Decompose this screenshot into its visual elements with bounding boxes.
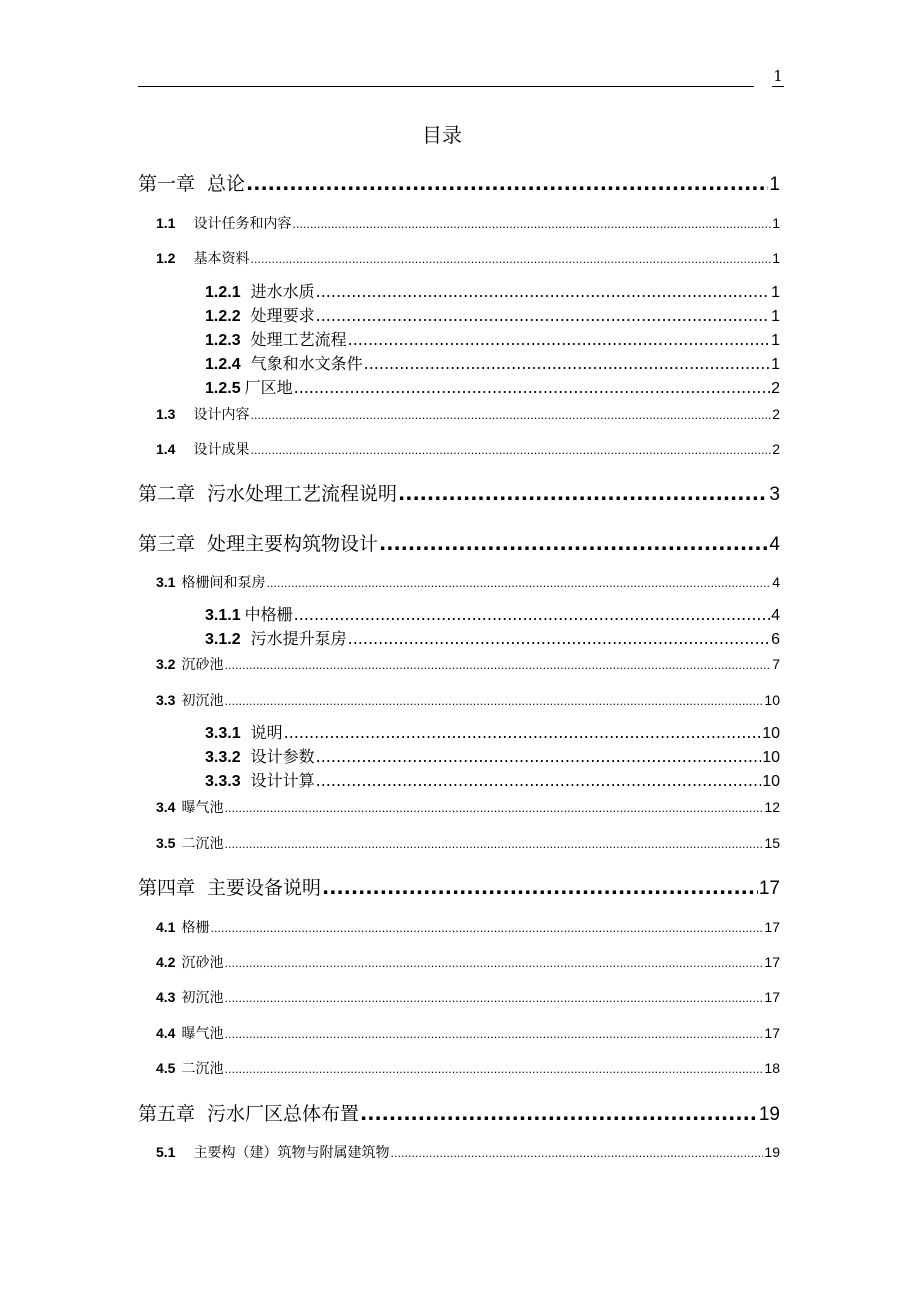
toc-entry-3-5[interactable] <box>156 833 780 855</box>
toc-entry-text: 二沉池 <box>181 836 224 852</box>
toc-entry-number: 3.4 <box>156 799 176 815</box>
toc-entry-page: 6 <box>771 631 780 648</box>
toc-entry-number: 5.1 <box>156 1144 176 1160</box>
toc-entry-page: 17 <box>764 919 780 935</box>
toc-entry-page: 17 <box>758 878 780 899</box>
toc-entry-text: 污水处理工艺流程说明 <box>207 483 398 505</box>
toc-entry-text: 基本资料 <box>193 251 250 267</box>
toc-entry-page: 4 <box>772 574 780 590</box>
toc-entry-4-4[interactable] <box>156 1023 780 1045</box>
toc-entry-1-2[interactable] <box>156 248 780 270</box>
toc-entry-number: 3.5 <box>156 835 176 851</box>
toc-entry-page: 1 <box>769 174 780 195</box>
toc-entry-4-2[interactable] <box>156 952 780 974</box>
toc-leader-dots <box>246 172 768 196</box>
toc-entry-page: 17 <box>764 1025 780 1041</box>
toc-entry-1-2-2[interactable] <box>205 305 780 328</box>
toc-entry-3-3-1[interactable] <box>205 722 780 745</box>
toc-entry-text: 格栅 <box>181 920 210 936</box>
toc-entry-page: 1 <box>771 332 780 349</box>
toc-entry-page: 10 <box>762 773 780 790</box>
toc-entry-number: 4.3 <box>156 989 176 1005</box>
toc-entry-page: 7 <box>772 656 780 672</box>
toc-entry-number: 4.5 <box>156 1060 176 1076</box>
toc-entry-number: 第三章 <box>138 533 196 555</box>
toc-entry-3-1-2[interactable] <box>205 628 780 651</box>
toc-entry-page: 10 <box>762 725 780 742</box>
toc-leader-dots <box>294 604 770 626</box>
toc-leader-dots <box>316 746 762 768</box>
toc-entry-5-1[interactable] <box>156 1142 780 1164</box>
toc-entry-number: 4.4 <box>156 1025 176 1041</box>
toc-entry-text: 污水提升泵房 <box>250 629 347 648</box>
toc-entry-1-3[interactable] <box>156 404 780 426</box>
toc-entry-text: 曝气池 <box>181 800 224 816</box>
toc-entry-4-1[interactable] <box>156 917 780 939</box>
toc-entry-page: 2 <box>772 441 780 457</box>
toc-leader-dots <box>266 573 771 594</box>
toc-entry-page: 4 <box>769 534 780 555</box>
toc-entry-page: 4 <box>771 607 780 624</box>
toc-leader-dots <box>348 628 770 650</box>
toc-entry-page: 1 <box>771 308 780 325</box>
toc-entry-3-3-2[interactable] <box>205 746 780 769</box>
toc-entry-text: 曝气池 <box>181 1026 224 1042</box>
toc-leader-dots <box>224 988 763 1009</box>
toc-entry-text: 处理工艺流程 <box>250 330 347 349</box>
toc-leader-dots <box>224 953 763 974</box>
toc-entry-page: 19 <box>758 1104 780 1125</box>
header-rule <box>138 86 754 87</box>
toc-entry-chapter-5[interactable] <box>138 1102 780 1127</box>
toc-entry-page: 17 <box>764 989 780 1005</box>
toc-entry-page: 1 <box>772 215 780 231</box>
toc-entry-text: 设计成果 <box>193 442 250 458</box>
toc-entry-3-1-1[interactable] <box>205 604 780 627</box>
toc-entry-number: 3.2 <box>156 656 176 672</box>
toc-entry-number: 4.1 <box>156 919 176 935</box>
toc-entry-text: 沉砂池 <box>181 657 224 673</box>
toc-entry-page: 1 <box>771 356 780 373</box>
toc-entry-text: 污水厂区总体布置 <box>207 1103 360 1125</box>
toc-entry-1-4[interactable] <box>156 439 780 461</box>
toc-entry-chapter-1[interactable] <box>138 172 780 197</box>
toc-entry-text: 主要设备说明 <box>207 877 322 899</box>
toc-leader-dots <box>348 329 770 351</box>
toc-entry-page: 2 <box>771 380 780 397</box>
toc-entry-number: 3.3.1 <box>205 725 241 742</box>
toc-leader-dots <box>224 798 763 819</box>
toc-entry-3-3[interactable] <box>156 690 780 712</box>
toc-entry-page: 10 <box>762 749 780 766</box>
toc-entry-page: 10 <box>764 692 780 708</box>
toc-leader-dots <box>316 770 762 792</box>
toc-entry-3-2[interactable] <box>156 654 780 676</box>
toc-leader-dots <box>210 918 763 939</box>
toc-entry-1-2-3[interactable] <box>205 329 780 352</box>
toc-entry-text: 格栅间和泵房 <box>181 575 266 591</box>
toc-entry-text: 处理要求 <box>250 306 315 325</box>
toc-entry-text: 设计计算 <box>250 771 315 790</box>
toc-entry-text: 二沉池 <box>181 1061 224 1077</box>
toc-entry-page: 12 <box>764 799 780 815</box>
toc-entry-number: 3.1.1 <box>205 607 241 624</box>
toc-entry-chapter-4[interactable] <box>138 876 780 901</box>
toc-entry-number: 第四章 <box>138 877 196 899</box>
toc-entry-page: 1 <box>771 284 780 301</box>
toc-entry-chapter-3[interactable] <box>138 532 780 557</box>
toc-leader-dots <box>224 1059 763 1080</box>
toc-leader-dots <box>364 353 770 375</box>
toc-entry-number: 1.2.4 <box>205 356 241 373</box>
toc-entry-page: 1 <box>772 250 780 266</box>
toc-entry-text: 说明 <box>250 723 283 742</box>
toc-entry-text: 中格栅 <box>244 605 293 624</box>
toc-leader-dots <box>316 281 770 303</box>
toc-entry-text: 厂区地 <box>244 378 293 397</box>
toc-entry-3-1[interactable] <box>156 572 780 594</box>
toc-entry-page: 2 <box>772 406 780 422</box>
toc-leader-dots <box>250 249 771 270</box>
toc-leader-dots <box>390 1143 763 1164</box>
toc-leader-dots <box>250 440 771 461</box>
toc-entry-4-3[interactable] <box>156 987 780 1009</box>
toc-entry-number: 1.1 <box>156 215 176 231</box>
toc-leader-dots <box>316 305 770 327</box>
toc-entry-number: 1.2.2 <box>205 308 241 325</box>
toc-leader-dots <box>322 876 758 900</box>
toc-leader-dots <box>224 691 763 712</box>
toc-entry-3-3-3[interactable] <box>205 770 780 793</box>
toc-entry-text: 处理主要构筑物设计 <box>207 533 379 555</box>
toc-entry-page: 18 <box>764 1060 780 1076</box>
toc-leader-dots <box>250 405 771 426</box>
toc-leader-dots <box>224 834 763 855</box>
toc-entry-text: 总论 <box>207 173 246 195</box>
toc-entry-text: 初沉池 <box>181 990 224 1006</box>
toc-entry-1-1[interactable] <box>156 213 780 235</box>
toc-entry-text: 设计任务和内容 <box>193 216 292 232</box>
header-page-number: 1 <box>773 67 783 85</box>
toc-entry-number: 3.3.2 <box>205 749 241 766</box>
toc-entry-text: 气象和水文条件 <box>250 354 363 373</box>
toc-entry-text: 沉砂池 <box>181 955 224 971</box>
toc-entry-number: 1.3 <box>156 406 176 422</box>
toc-entry-chapter-2[interactable] <box>138 482 780 507</box>
toc-entry-number: 第二章 <box>138 483 196 505</box>
toc-entry-number: 3.3 <box>156 692 176 708</box>
toc-leader-dots <box>360 1102 758 1126</box>
toc-entry-number: 3.1 <box>156 574 176 590</box>
toc-leader-dots <box>379 532 768 556</box>
toc-entry-number: 第一章 <box>138 173 196 195</box>
toc-leader-dots <box>292 214 771 235</box>
toc-leader-dots <box>294 377 770 399</box>
toc-entry-page: 17 <box>764 954 780 970</box>
toc-leader-dots <box>398 482 768 506</box>
toc-entry-text: 主要构（建）筑物与附属建筑物 <box>193 1145 390 1161</box>
toc-entry-1-2-1[interactable] <box>205 281 780 304</box>
toc-entry-number: 3.3.3 <box>205 773 241 790</box>
toc-title: 目录 <box>422 123 462 147</box>
toc-entry-text: 初沉池 <box>181 693 224 709</box>
toc-entry-number: 3.1.2 <box>205 631 241 648</box>
toc-entry-page: 15 <box>764 835 780 851</box>
toc-entry-page: 19 <box>764 1144 780 1160</box>
toc-entry-text: 设计参数 <box>250 747 315 766</box>
toc-entry-number: 1.2 <box>156 250 176 266</box>
toc-entry-1-2-5[interactable] <box>205 377 780 400</box>
toc-entry-text: 设计内容 <box>193 407 250 423</box>
toc-entry-number: 1.2.3 <box>205 332 241 349</box>
toc-leader-dots <box>224 655 771 676</box>
toc-entry-3-4[interactable] <box>156 797 780 819</box>
toc-entry-number: 1.2.1 <box>205 284 241 301</box>
toc-entry-1-2-4[interactable] <box>205 353 780 376</box>
toc-leader-dots <box>224 1024 763 1045</box>
toc-entry-number: 1.2.5 <box>205 380 241 397</box>
toc-entry-number: 4.2 <box>156 954 176 970</box>
toc-entry-number: 1.4 <box>156 441 176 457</box>
toc-entry-4-5[interactable] <box>156 1058 780 1080</box>
toc-leader-dots <box>284 722 762 744</box>
toc-entry-number: 第五章 <box>138 1103 196 1125</box>
toc-entry-text: 进水水质 <box>250 282 315 301</box>
toc-entry-page: 3 <box>769 484 780 505</box>
